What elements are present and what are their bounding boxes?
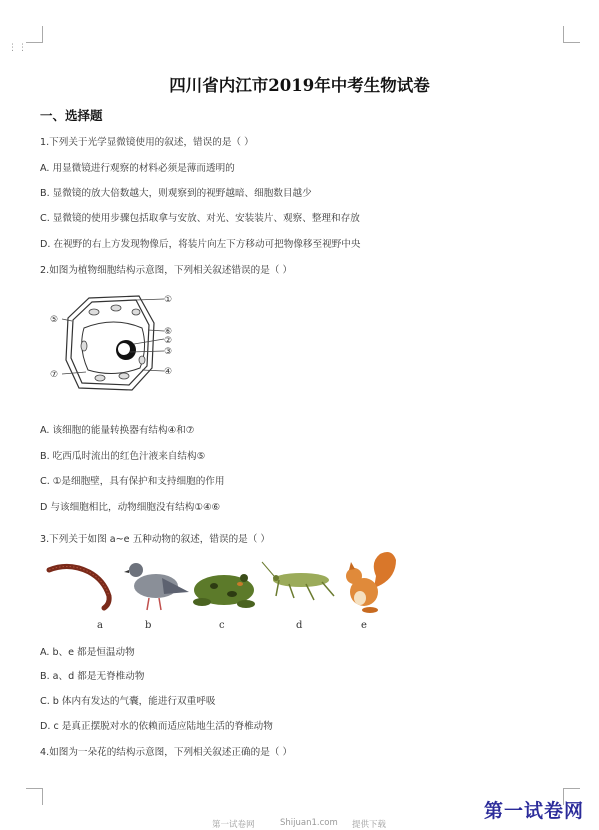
label-6: ⑥ [164, 327, 173, 337]
animal-label-a: a [97, 620, 103, 631]
crop-mark-bottom-left [26, 788, 43, 805]
animals-figure [44, 548, 404, 616]
question-2-option-c: C. ①是细胞壁，具有保护和支持细胞的作用 [40, 476, 225, 487]
pigeon-image [124, 563, 189, 610]
question-1-option-c: C. 显微镜的使用步骤包括取拿与安放、对光、安装装片、观察、整理和存放 [40, 213, 360, 224]
question-3-option-d: D. c 是真正摆脱对水的依赖而适应陆地生活的脊椎动物 [40, 721, 273, 732]
label-7: ⑦ [50, 370, 59, 380]
crop-mark-top-left [26, 26, 43, 43]
drag-handle-icon[interactable]: ⋮⋮ [8, 43, 28, 53]
animal-label-e: e [361, 620, 367, 631]
page-title: 四川省内江市2019年中考生物试卷 [169, 76, 430, 95]
question-1-option-b: B. 显微镜的放大倍数越大，则观察到的视野越暗、细胞数目越少 [40, 188, 312, 199]
label-4: ④ [164, 367, 173, 377]
question-2-option-b: B. 吃西瓜时流出的红色汁液来自结构⑤ [40, 451, 206, 462]
question-1-option-a: A. 用显微镜进行观察的材料必须是薄而透明的 [40, 163, 235, 174]
question-2-option-a: A. 该细胞的能量转换器有结构④和⑦ [40, 425, 195, 436]
section-heading: 一、选择题 [40, 108, 103, 123]
frog-image [193, 574, 255, 608]
plant-cell-diagram [44, 288, 194, 398]
crop-mark-top-right [563, 26, 580, 43]
earthworm-image [49, 566, 109, 608]
question-3-option-a: A. b、e 都是恒温动物 [40, 647, 135, 658]
label-2: ② [164, 336, 173, 346]
question-3-stem: 3.下列关于如图 a~e 五种动物的叙述，错误的是（ ） [40, 534, 270, 545]
question-3-option-c: C. b 体内有发达的气囊，能进行双重呼吸 [40, 696, 216, 707]
footer-download-text: 提供下载 [352, 820, 387, 830]
question-1-stem: 1.下列关于光学显微镜使用的叙述，错误的是（ ） [40, 137, 254, 148]
animal-label-c: c [219, 620, 225, 631]
grasshopper-image [262, 562, 334, 600]
label-3: ③ [164, 347, 173, 357]
animal-label-b: b [145, 620, 152, 631]
footer-site-name: 第一试卷网 [212, 820, 255, 830]
nucleolus [118, 343, 130, 355]
question-4-stem: 4.如图为一朵花的结构示意图，下列相关叙述正确的是（ ） [40, 747, 293, 758]
animal-label-d: d [296, 620, 303, 631]
brand-logo: 第一试卷网 [484, 800, 585, 822]
question-3-option-b: B. a、d 都是无脊椎动物 [40, 671, 145, 682]
question-2-option-d: D 与该细胞相比，动物细胞没有结构①④⑥ [40, 502, 221, 513]
question-2-stem: 2.如图为植物细胞结构示意图，下列相关叙述错误的是（ ） [40, 265, 293, 276]
label-5: ⑤ [50, 315, 59, 325]
footer-site-url[interactable]: Shijuan1.com [280, 818, 338, 828]
label-1: ① [164, 295, 173, 305]
question-1-option-d: D. 在视野的右上方发现物像后，将装片向左下方移动可把物像移至视野中央 [40, 239, 361, 250]
squirrel-image [346, 552, 396, 613]
